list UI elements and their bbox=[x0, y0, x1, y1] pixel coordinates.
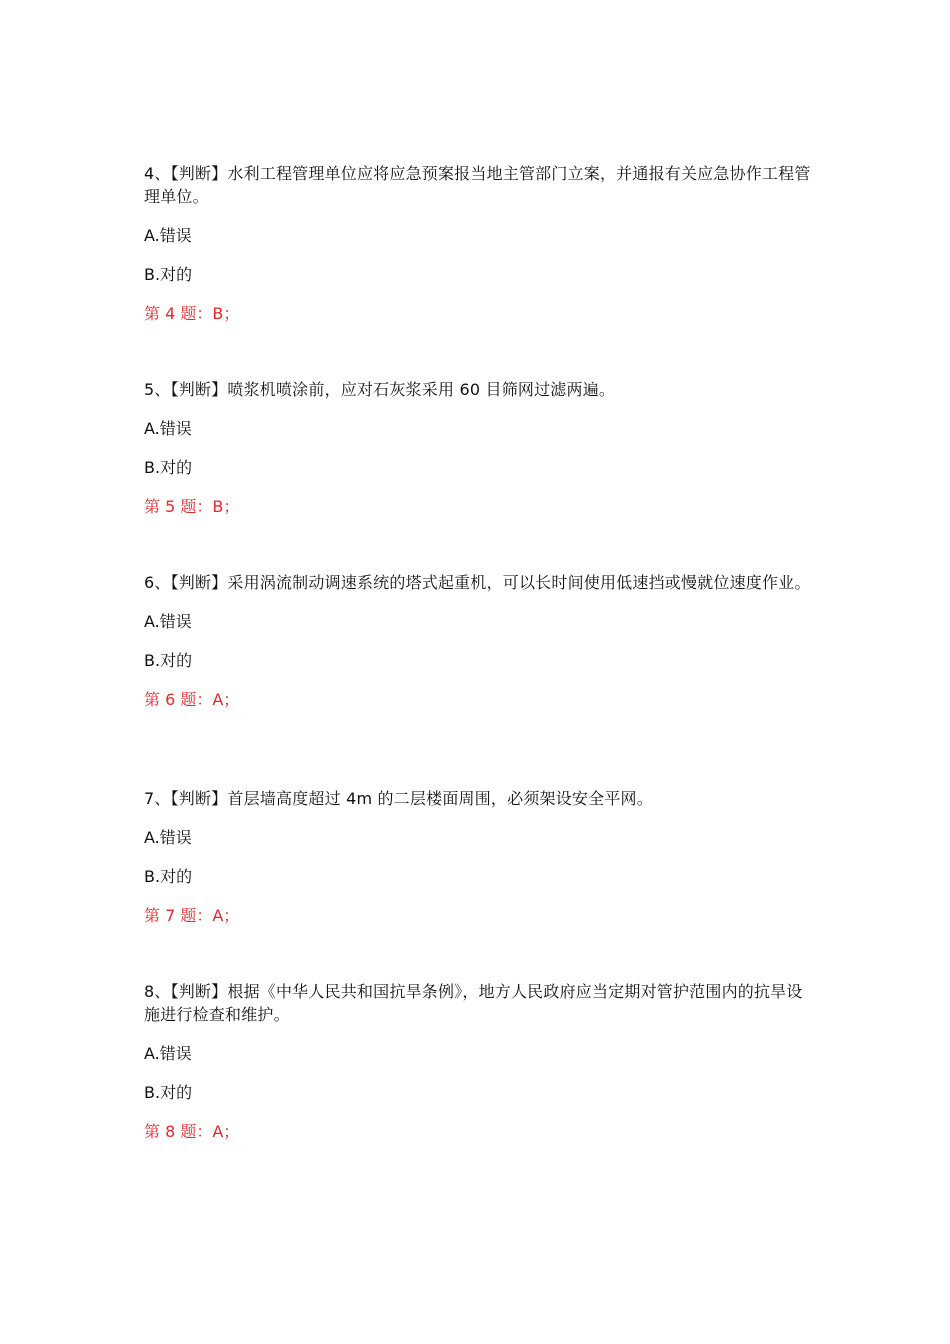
question-text: 8、【判断】根据《中华人民共和国抗旱条例》，地方人民政府应当定期对管护范围内的抗旱设施进行检查和维护。 bbox=[144, 982, 803, 1024]
option-b: B.对的 bbox=[144, 651, 193, 670]
answer-text: 第 6 题：A； bbox=[144, 690, 240, 709]
answer-text: 第 5 题：B； bbox=[144, 497, 240, 516]
answer-text: 第 8 题：A； bbox=[144, 1122, 240, 1141]
question-text: 6、【判断】采用涡流制动调速系统的塔式起重机，可以长时间使用低速挡或慢就位速度作业。 bbox=[144, 573, 811, 592]
question-8 bbox=[144, 980, 814, 1143]
question-text: 5、【判断】喷浆机喷涂前，应对石灰浆采用 60 目筛网过滤两遍。 bbox=[144, 380, 616, 399]
answer-text: 第 7 题：A； bbox=[144, 906, 240, 925]
option-b: B.对的 bbox=[144, 265, 193, 284]
option-b: B.对的 bbox=[144, 867, 193, 886]
option-b: B.对的 bbox=[144, 1083, 193, 1102]
option-a: A.错误 bbox=[144, 1044, 192, 1063]
option-a: A.错误 bbox=[144, 828, 192, 847]
question-text: 4、【判断】水利工程管理单位应将应急预案报当地主管部门立案，并通报有关应急协作工程管理单位。 bbox=[144, 164, 811, 206]
answer-line bbox=[144, 688, 814, 711]
option-a: A.错误 bbox=[144, 612, 192, 631]
option-b: B.对的 bbox=[144, 458, 193, 477]
option-a: A.错误 bbox=[144, 419, 192, 438]
question-7 bbox=[144, 787, 814, 927]
question-4 bbox=[144, 162, 814, 325]
answer-line bbox=[144, 1120, 814, 1143]
question-5 bbox=[144, 378, 814, 518]
answer-line bbox=[144, 495, 814, 518]
option-a: A.错误 bbox=[144, 226, 192, 245]
answer-line bbox=[144, 302, 814, 325]
question-text: 7、【判断】首层墙高度超过 4m 的二层楼面周围，必须架设安全平网。 bbox=[144, 789, 653, 808]
answer-text: 第 4 题：B； bbox=[144, 304, 240, 323]
question-6 bbox=[144, 571, 814, 711]
answer-line bbox=[144, 904, 814, 927]
